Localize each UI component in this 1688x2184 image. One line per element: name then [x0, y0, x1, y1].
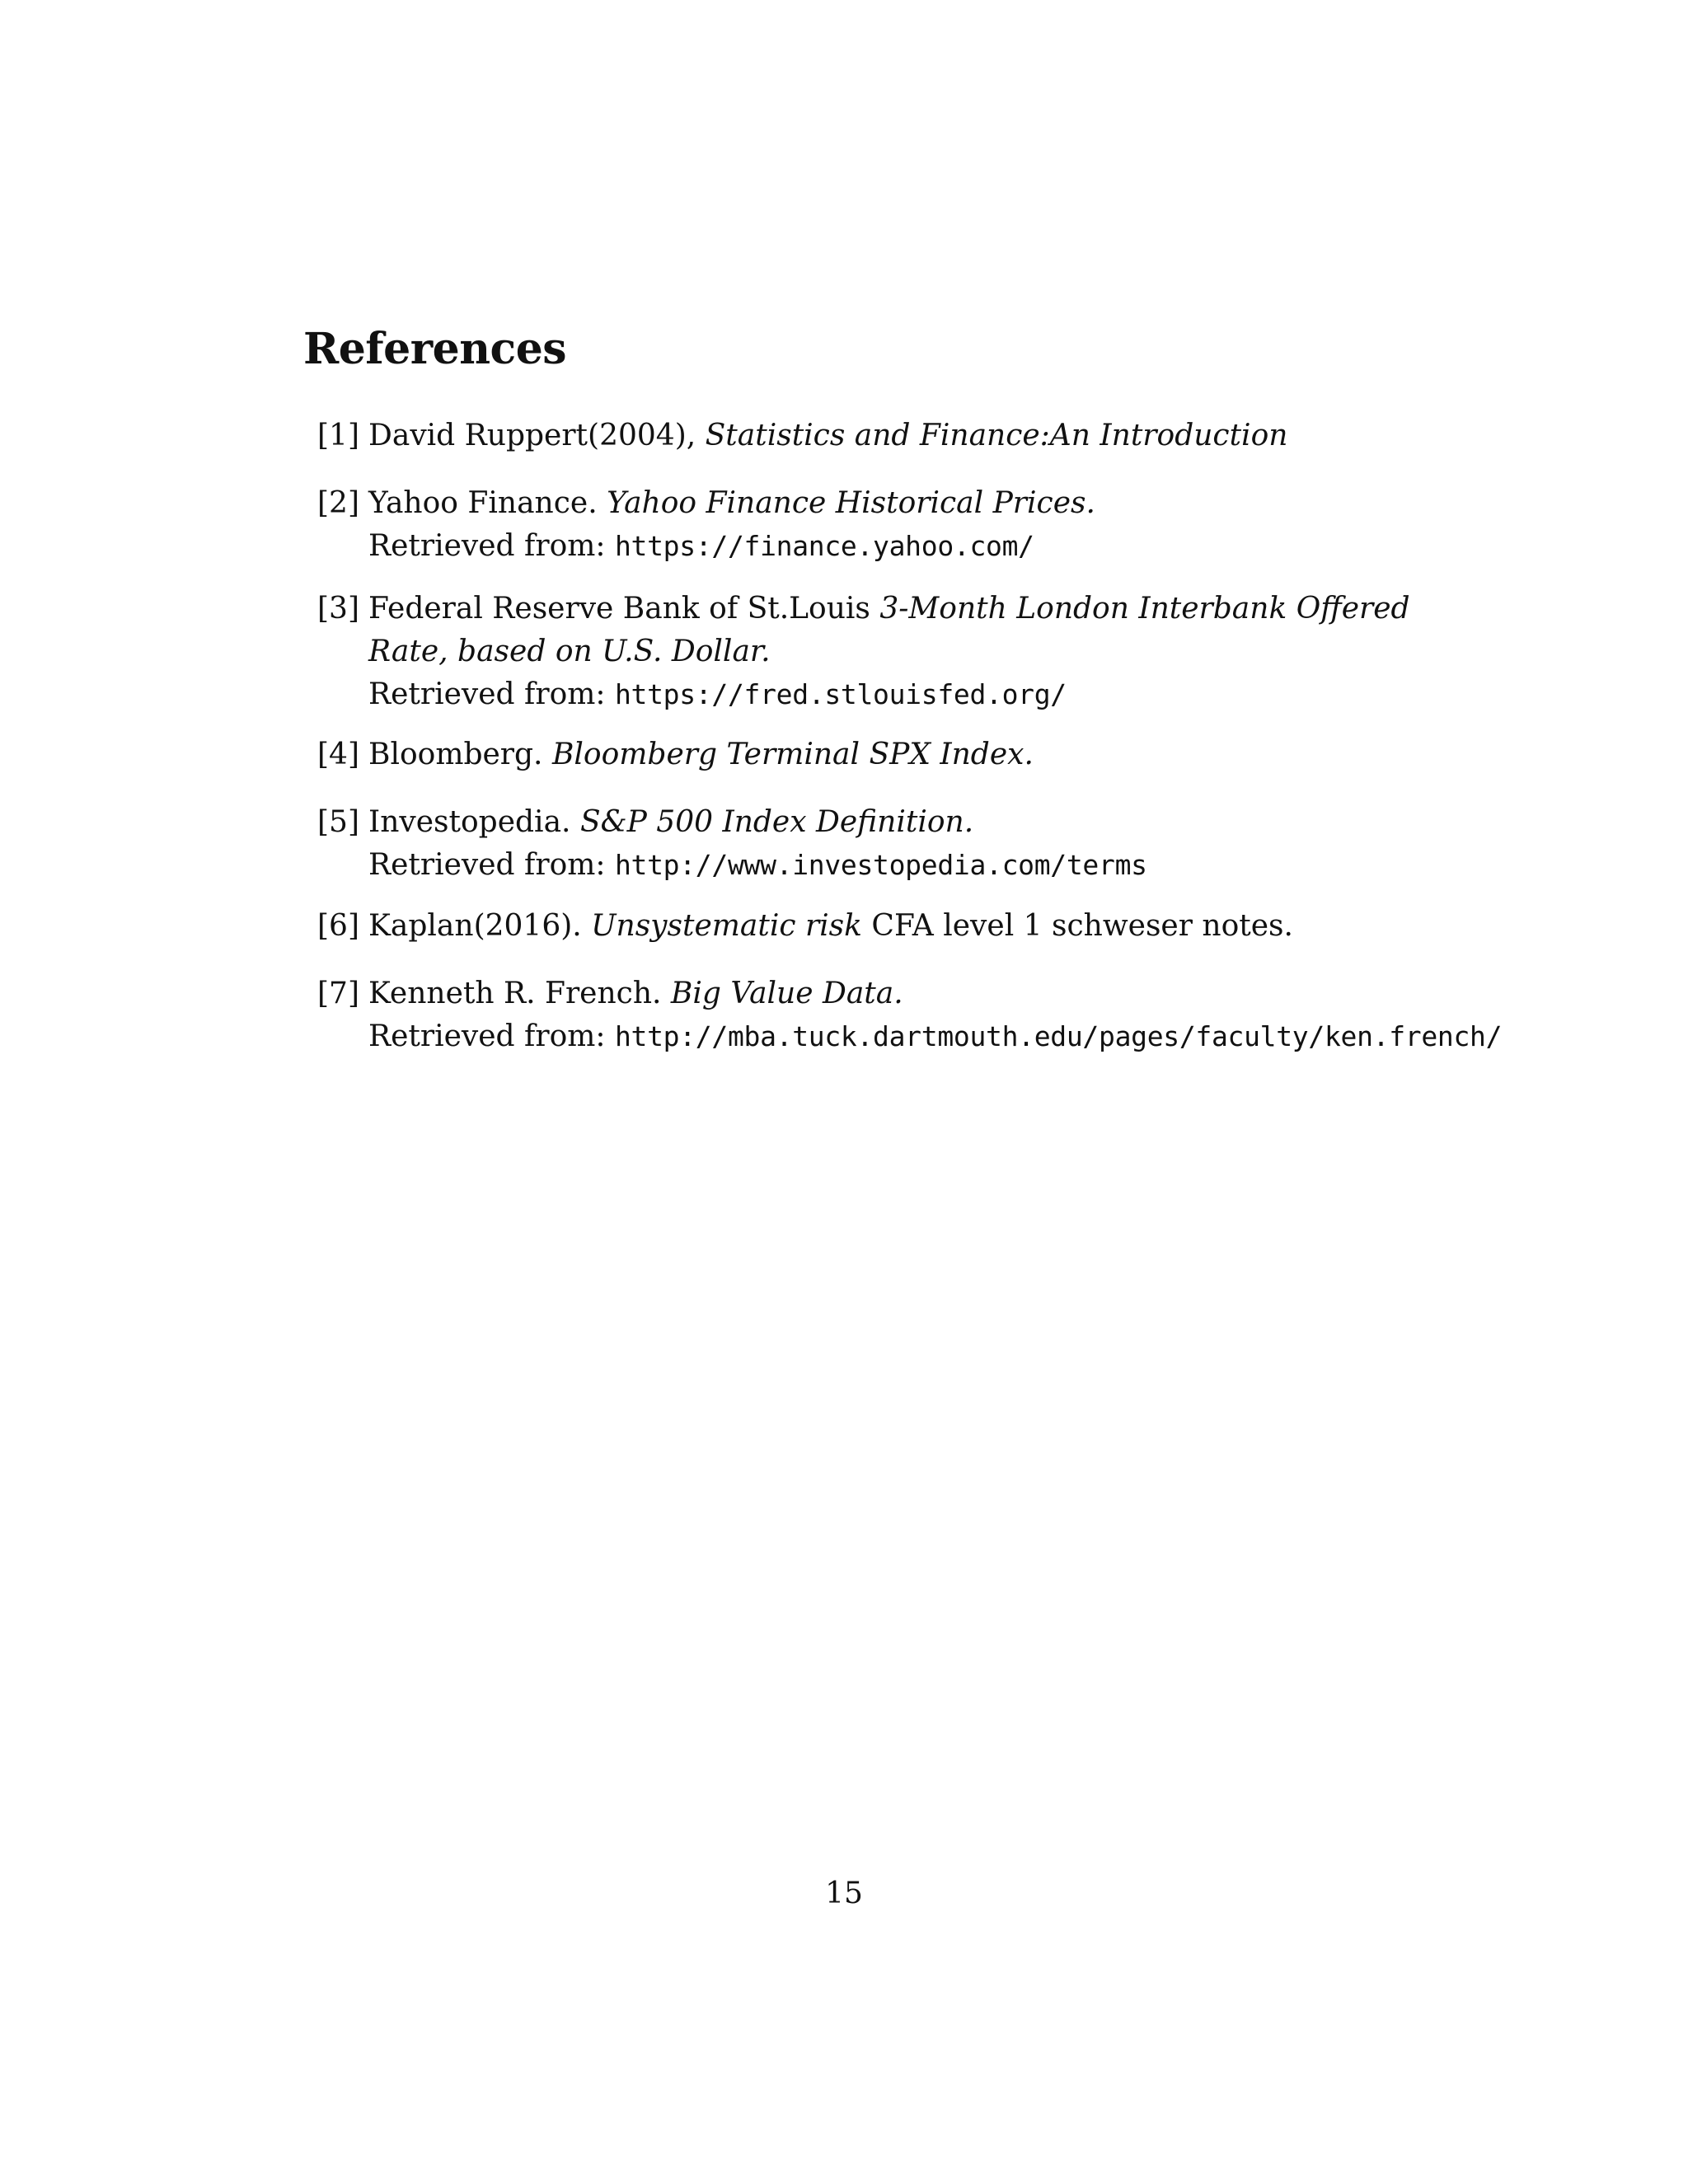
retrieved-label: Retrieved from: — [368, 529, 606, 563]
retrieved-label: Retrieved from: — [368, 848, 606, 882]
reference-line — [368, 801, 1537, 844]
reference-number: [7] — [317, 977, 359, 1010]
reference-item-3 — [317, 588, 1537, 716]
reference-url-link[interactable]: http://www.investopedia.com/terms — [614, 849, 1147, 881]
reference-title: Bloomberg Terminal SPX Index. — [551, 738, 1034, 771]
reference-line — [368, 630, 1537, 673]
reference-number: [6] — [317, 909, 359, 943]
reference-item-5 — [317, 801, 1537, 887]
reference-title-continued: Rate, based on U.S. Dollar. — [368, 635, 771, 668]
reference-item-6 — [317, 905, 1537, 948]
reference-item-1 — [317, 415, 1537, 457]
reference-title: Statistics and Finance:An Introduction — [705, 419, 1288, 452]
reference-url-link[interactable]: https://finance.yahoo.com/ — [614, 530, 1034, 562]
reference-body — [368, 415, 1537, 457]
retrieved-label: Retrieved from: — [368, 677, 606, 711]
reference-number: [1] — [317, 419, 359, 452]
reference-author: David Ruppert(2004), — [368, 419, 696, 452]
reference-body — [368, 482, 1537, 568]
reference-body — [368, 801, 1537, 887]
references-heading: References — [303, 324, 567, 374]
reference-line — [368, 482, 1537, 525]
reference-author: Federal Reserve Bank of St.Louis — [368, 592, 870, 626]
retrieved-label: Retrieved from: — [368, 1019, 606, 1053]
reference-number: [2] — [317, 486, 359, 520]
page-number: 15 — [825, 1877, 863, 1910]
reference-title: Yahoo Finance Historical Prices. — [607, 486, 1095, 520]
reference-url-link[interactable]: http://mba.tuck.dartmouth.edu/pages/faculty/ken.french/ — [614, 1020, 1503, 1052]
reference-author: Kenneth R. French. — [368, 977, 662, 1010]
reference-title: S&P 500 Index Definition. — [579, 805, 974, 839]
reference-item-4 — [317, 733, 1537, 776]
reference-author: Yahoo Finance. — [368, 486, 598, 520]
reference-body — [368, 588, 1537, 716]
reference-author: Kaplan(2016). — [368, 909, 582, 943]
reference-body — [368, 733, 1537, 776]
reference-author: Bloomberg. — [368, 738, 543, 771]
reference-line — [368, 972, 1537, 1015]
reference-number: [5] — [317, 805, 359, 839]
reference-number: [4] — [317, 738, 359, 771]
reference-line — [368, 733, 1537, 776]
reference-title: Big Value Data. — [670, 977, 903, 1010]
reference-title: 3-Month London Interbank Offered — [879, 592, 1410, 626]
reference-item-7 — [317, 972, 1537, 1058]
reference-retrieved-line — [368, 1015, 1537, 1058]
reference-retrieved-line — [368, 525, 1537, 568]
reference-body — [368, 972, 1537, 1058]
reference-suffix: CFA level 1 schweser notes. — [871, 909, 1293, 943]
reference-retrieved-line — [368, 673, 1537, 716]
reference-item-2 — [317, 482, 1537, 568]
reference-title: Unsystematic risk — [591, 909, 862, 943]
reference-author: Investopedia. — [368, 805, 571, 839]
reference-retrieved-line — [368, 844, 1537, 887]
reference-url-link[interactable]: https://fred.stlouisfed.org/ — [614, 678, 1067, 710]
reference-line — [368, 588, 1537, 630]
reference-body — [368, 905, 1537, 948]
reference-line — [368, 905, 1537, 948]
reference-number: [3] — [317, 592, 359, 626]
reference-line — [368, 415, 1537, 457]
